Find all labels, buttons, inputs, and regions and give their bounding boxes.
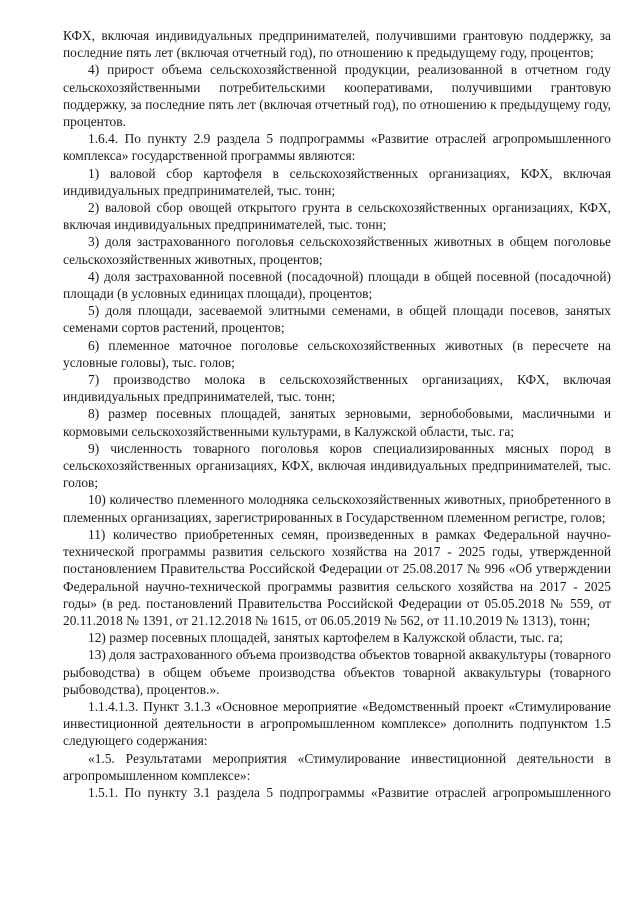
list-item-7: 7) производство молока в сельскохозяйственных организациях, КФХ, включая индивидуальных предпринимателей, тыс. тонн; <box>63 372 611 405</box>
list-item-8: 8) размер посевных площадей, занятых зерновыми, зернобобовыми, масличными и кормовыми сельскохозяйственными культурами, в Калужской области, тыс. га; <box>63 406 611 439</box>
list-item-5: 5) доля площади, засеваемой элитными семенами, в общей площади посевов, занятых семенами сортов растений, процентов; <box>63 303 611 336</box>
list-item-4: 4) доля застрахованной посевной (посадочной) площади в общей посевной (посадочной) площади (в условных единицах площади), процентов; <box>63 268 611 302</box>
paragraph-1-5-1: 1.5.1. По пункту 3.1 раздела 5 подпрограммы «Развитие отраслей агропромышленного <box>88 784 611 800</box>
list-item-1: 1) валовой сбор картофеля в сельскохозяйственных организациях, КФХ, включая индивидуальных предпринимателей, тыс. тонн; <box>63 165 611 198</box>
list-item-3: 3) доля застрахованного поголовья сельскохозяйственных животных в общем поголовье сельскохозяйственных животных, процентов; <box>63 234 611 267</box>
paragraph-kfh-continuation: КФХ, включая индивидуальных предпринимателей, получившими грантовую поддержку, за последние пять лет (включая отчетный год), по отношению к предыдущему году, процентов; <box>63 28 611 61</box>
list-item-2: 2) валовой сбор овощей открытого грунта в сельскохозяйственных организациях, КФХ, включая индивидуальных предпринимателей, тыс. тонн; <box>63 200 611 233</box>
list-item-6: 6) племенное маточное поголовье сельскохозяйственных животных (в пересчете на условные головы), тыс. голов; <box>63 337 611 370</box>
list-item-12: 12) размер посевных площадей, занятых картофелем в Калужской области, тыс. га; <box>88 630 564 646</box>
document-body <box>63 27 611 801</box>
paragraph-1-5: «1.5. Результатами мероприятия «Стимулирование инвестиционной деятельности в агропромышленном комплексе»: <box>63 750 611 783</box>
list-item-11: 11) количество приобретенных семян, произведенных в рамках Федеральной научно-технической программы развития сельского хозяйства на 2017 - 2025 годы, утвержденной постановлением Правительства Российской Федерации от 25.08.2017 № 996 «Об утверждении Федеральной научно-технической программы развития сельского хозяйства на 2017 - 2025 годы» (в ред. постановлений Правительства Российской Федерации от 05.05.2018 № 559, от 20.11.2018 № 1391, от 21.12.2018 № 1615, от 06.05.2019 № 562, от 11.10.2019 № 1313), тонн; <box>63 526 611 628</box>
list-item-9: 9) численность товарного поголовья коров специализированных мясных пород в сельскохозяйственных организациях, КФХ, включая индивидуальных предпринимателей, тыс. голов; <box>63 440 611 491</box>
list-item-13: 13) доля застрахованного объема производства объектов товарной аквакультуры (товарного рыбоводства) в общем объеме производства объектов товарной аквакультуры (товарного рыбоводства), процентов.». <box>63 647 611 697</box>
paragraph-1-1-4-1-3: 1.1.4.1.3. Пункт 3.1.3 «Основное мероприятие «Ведомственный проект «Стимулирование инвестиционной деятельности в агропромышленном комплексе» дополнить подпунктом 1.5 следующего содержания: <box>63 698 611 749</box>
paragraph-item-4-growth: 4) прирост объема сельскохозяйственной продукции, реализованной в отчетном году сельскохозяйственными потребительскими кооперативами, получившими грантовую поддержку, за последние пять лет (включая отчетный год), по отношению к предыдущему году, процентов. <box>63 62 611 130</box>
list-item-10: 10) количество племенного молодняка сельскохозяйственных животных, приобретенного в племенных организациях, зарегистрированных в Государственном племенном регистре, голов; <box>63 492 611 525</box>
paragraph-1-6-4: 1.6.4. По пункту 2.9 раздела 5 подпрограммы «Развитие отраслей агропромышленного комплекса» государственной программы являются: <box>63 131 611 164</box>
